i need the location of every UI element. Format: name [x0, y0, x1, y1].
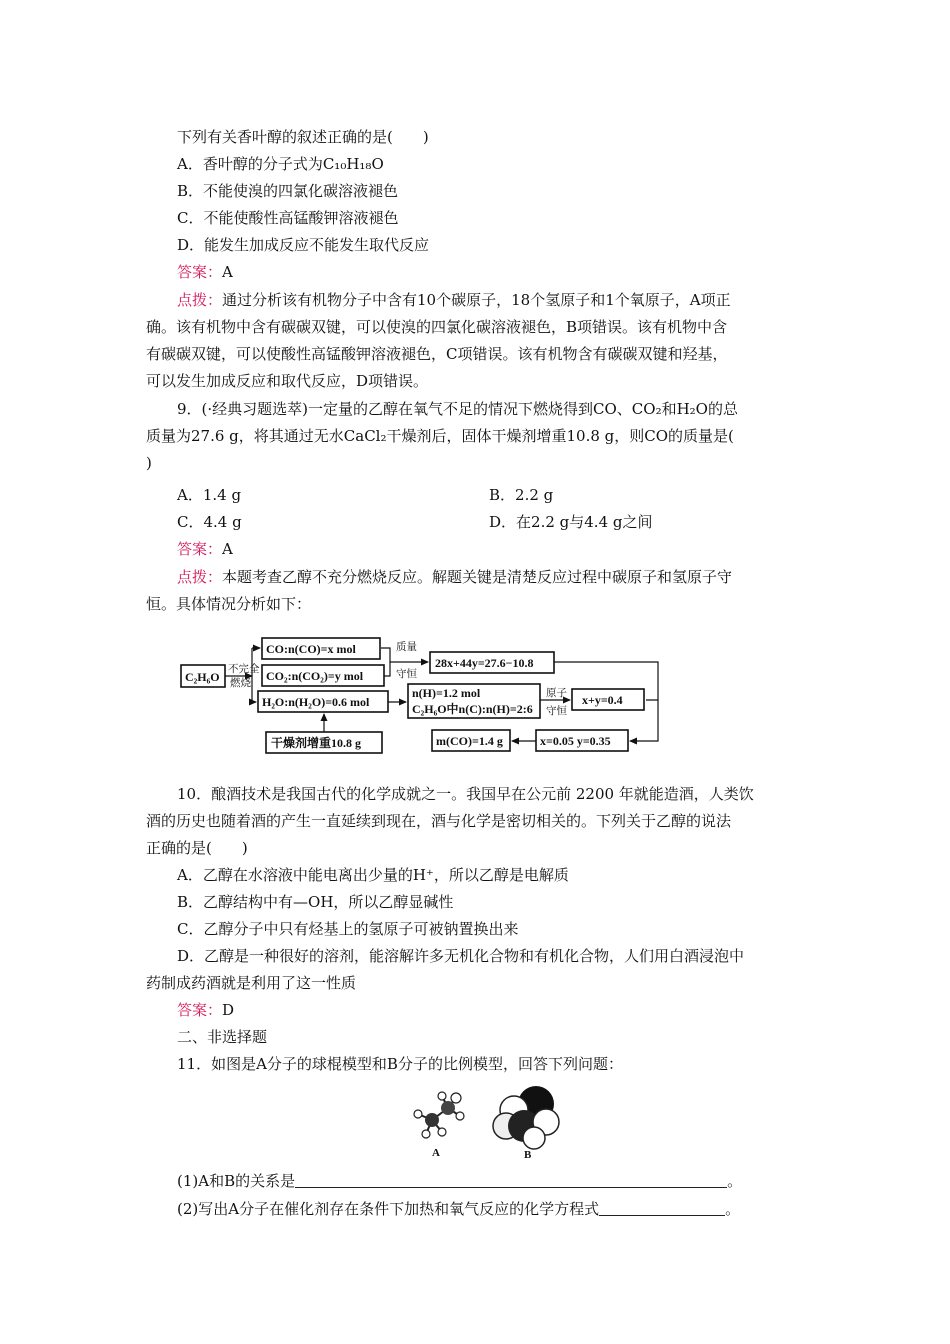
- q10-answer: [177, 999, 234, 1021]
- q10-option-b: B．乙醇结构中有—OH，所以乙醇显碱性: [177, 893, 454, 911]
- q8-option-b: B．不能使溴的四氯化碳溶液褪色: [177, 182, 399, 200]
- hint-label: 点拨：: [177, 291, 223, 309]
- sub2-end: 。: [725, 1200, 741, 1218]
- q8-option-c: C．不能使酸性高锰酸钾溶液褪色: [177, 209, 399, 227]
- q9-option-c: C．4.4 g: [177, 513, 242, 531]
- q9-answer: [177, 538, 233, 560]
- text-eq2: x+y=0.4: [582, 693, 623, 707]
- answer-value: A: [222, 263, 233, 281]
- answer-label: 答案：: [177, 540, 223, 558]
- label-a: A: [432, 1147, 440, 1159]
- text-co2: CO₂:n(CO₂)=y mol: [266, 669, 364, 683]
- q10-stem-line3: 正确的是( ): [146, 839, 248, 857]
- answer-label: 答案：: [177, 263, 223, 281]
- sub1-text: (1)A和B的关系是: [177, 1172, 296, 1190]
- q11-stem: 11．如图是A分子的球棍模型和B分子的比例模型，回答下列问题：: [177, 1055, 623, 1073]
- sub2-text: (2)写出A分子在催化剂存在条件下加热和氧气反应的化学方程式: [177, 1200, 600, 1218]
- hint-text: 本题考查乙醇不充分燃烧反应。解题关键是清楚反应过程中碳原子和氢原子守: [222, 568, 733, 586]
- section-heading: 二、非选择题: [177, 1028, 268, 1046]
- answer-value: A: [222, 540, 233, 558]
- q10-stem-line1: 10．酿酒技术是我国古代的化学成就之一。我国早在公元前 2200 年就能造酒，人类饮: [177, 785, 754, 803]
- hint-text: 通过分析该有机物分子中含有10个碳原子，18个氢原子和1个氧原子，A项正: [222, 291, 731, 309]
- label-burn: 燃烧: [230, 678, 251, 689]
- hint-label: 点拨：: [177, 568, 223, 586]
- label-atom-1: 原子: [546, 688, 567, 699]
- q9-stem-line3: ): [146, 454, 152, 472]
- text-solution: x=0.05 y=0.35: [540, 734, 611, 748]
- label-mass-1: 质量: [396, 642, 417, 653]
- label-atom-2: 守恒: [546, 706, 567, 717]
- label-b: B: [524, 1149, 532, 1161]
- ball-stick-model-a: [414, 1092, 464, 1138]
- q11-sub1: [177, 1170, 742, 1192]
- text-ratio: C₂H₆O中n(C):n(H)=2:6: [412, 702, 533, 716]
- q9-option-b: B．2.2 g: [489, 486, 554, 504]
- q10-option-d-line1: D．乙醇是一种很好的溶剂，能溶解许多无机化合物和有机化合物，人们用白酒浸泡中: [177, 947, 745, 965]
- q10-stem-line2: 酒的历史也随着酒的产生一直延续到现在，酒与化学是密切相关的。下列关于乙醇的说法: [146, 812, 732, 830]
- sub2-answer-blank[interactable]: [599, 1199, 725, 1216]
- q10-option-a: A．乙醇在水溶液中能电离出少量的H⁺，所以乙醇是电解质: [177, 866, 569, 884]
- text-co: CO:n(CO)=x mol: [266, 642, 356, 656]
- q9-hint-line1: [177, 566, 732, 588]
- q9-option-d: D．在2.2 g与4.4 g之间: [489, 513, 653, 531]
- space-filling-model-b: [493, 1086, 559, 1149]
- q8-hint-line4: 可以发生加成反应和取代反应，D项错误。: [146, 372, 429, 390]
- text-h2o: H₂O:n(H₂O)=0.6 mol: [262, 695, 370, 709]
- q9-stem-line2: 质量为27.6 g，将其通过无水CaCl₂干燥剂后，固体干燥剂增重10.8 g，则CO的质量是(: [146, 427, 734, 445]
- q8-hint-line2: 确。该有机物中含有碳碳双键，可以使溴的四氯化碳溶液褪色，B项错误。该有机物中含: [146, 318, 728, 336]
- q10-option-d-line2: 药制成药酒就是利用了这一性质: [146, 974, 357, 992]
- q8-option-d: D．能发生加成反应不能发生取代反应: [177, 236, 430, 254]
- q9-hint-line2: 恒。具体情况分析如下：: [146, 595, 312, 613]
- text-nh: n(H)=1.2 mol: [412, 686, 481, 700]
- molecule-models-figure: [406, 1080, 576, 1162]
- text-eq1: 28x+44y=27.6−10.8: [435, 656, 534, 670]
- q8-answer: [177, 261, 233, 283]
- label-incomplete: 不完全: [228, 664, 260, 675]
- combustion-flow-diagram: [176, 634, 776, 758]
- q9-option-a: A．1.4 g: [177, 486, 242, 504]
- text-c2h6o: C₂H₆O: [185, 670, 220, 684]
- q9-stem-line1: 9．(·经典习题选萃)一定量的乙醇在氧气不足的情况下燃烧得到CO、CO₂和H₂O的总: [177, 400, 738, 418]
- sub1-end: 。: [727, 1172, 743, 1190]
- q11-sub2: [177, 1198, 740, 1220]
- q10-option-c: C．乙醇分子中只有烃基上的氢原子可被钠置换出来: [177, 920, 519, 938]
- q8-option-a: A．香叶醇的分子式为C₁₀H₁₈O: [177, 155, 384, 173]
- q8-hint-line3: 有碳碳双键，可以使酸性高锰酸钾溶液褪色，C项错误。该有机物含有碳碳双键和羟基，: [146, 345, 728, 363]
- text-dryer: 干燥剂增重10.8 g: [271, 736, 362, 750]
- label-mass-2: 守恒: [396, 669, 417, 680]
- sub1-answer-blank[interactable]: [295, 1171, 727, 1188]
- text-result: m(CO)=1.4 g: [436, 734, 503, 748]
- q8-hint-line1: [177, 289, 731, 311]
- answer-label: 答案：: [177, 1001, 223, 1019]
- answer-value: D: [222, 1001, 235, 1019]
- q8-stem: 下列有关香叶醇的叙述正确的是( ): [177, 128, 429, 146]
